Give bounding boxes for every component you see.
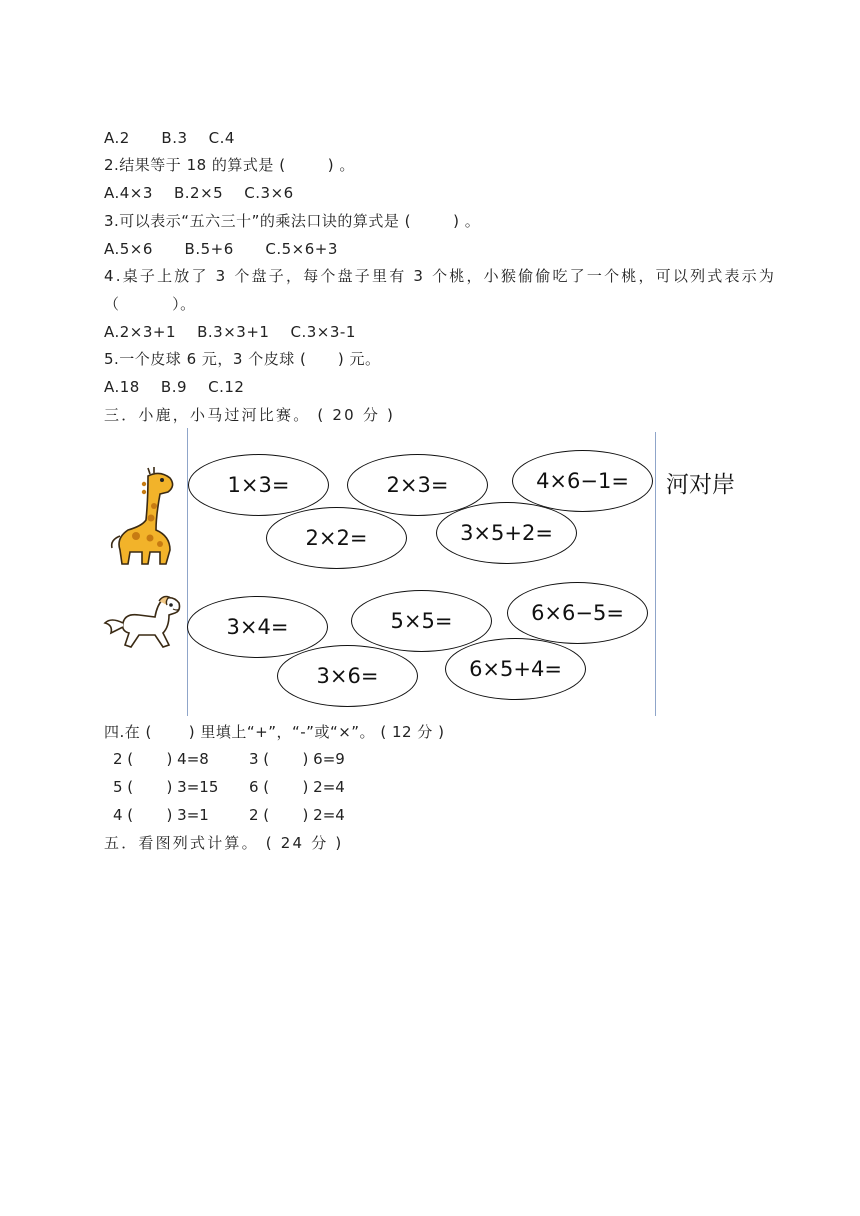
q2-question: 2.结果等于 18 的算式是 ( ) 。 [104, 156, 355, 174]
q3-options: A.5×6 B.5+6 C.5×6+3 [104, 240, 338, 258]
section5-title: 五．看图列式计算。 ( 24 分 ) [104, 834, 344, 852]
fill-item-3a: 4 ( ) 3=1 [113, 806, 209, 824]
deer-equation-5: 3×5+2= [436, 502, 577, 564]
deer-equation-4: 2×2= [266, 507, 407, 569]
section4-title: 四.在 ( ) 里填上“+”，“-”或“×”。 ( 12 分 ) [104, 723, 445, 741]
fill-item-1b: 3 ( ) 6=9 [249, 750, 345, 768]
deer-equation-2: 2×3= [347, 454, 488, 516]
fill-item-3b: 2 ( ) 2=4 [249, 806, 345, 824]
horse-equation-3: 6×6−5= [507, 582, 648, 644]
q4-options: A.2×3+1 B.3×3+1 C.3×3-1 [104, 323, 356, 341]
horse-equation-5: 6×5+4= [445, 638, 586, 700]
q3-question: 3.可以表示“五六三十”的乘法口诀的算式是 ( ) 。 [104, 212, 481, 230]
q2-options: A.4×3 B.2×5 C.3×6 [104, 184, 294, 202]
q5-options: A.18 B.9 C.12 [104, 378, 245, 396]
deer-equation-3: 4×6−1= [512, 450, 653, 512]
horse-equation-2: 5×5= [351, 590, 492, 652]
horse-equation-1: 3×4= [187, 596, 328, 658]
q5-question: 5.一个皮球 6 元，3 个皮球 ( ) 元。 [104, 350, 381, 368]
fill-item-2a: 5 ( ) 3=15 [113, 778, 219, 796]
fill-item-2b: 6 ( ) 2=4 [249, 778, 345, 796]
q1-options: A.2 B.3 C.4 [104, 129, 235, 147]
far-bank-line [655, 432, 656, 716]
giraffe-icon [104, 466, 178, 568]
start-bank-line [187, 428, 188, 716]
horse-icon [103, 593, 183, 657]
q4-question: 4.桌子上放了 3 个盘子，每个盘子里有 3 个桃，小猴偷偷吃了一个桃，可以列式表示为 [104, 267, 777, 285]
horse-equation-4: 3×6= [277, 645, 418, 707]
far-shore-label: 河对岸 [666, 472, 735, 498]
q4-question-blank: （ ）。 [104, 295, 196, 313]
deer-equation-1: 1×3= [188, 454, 329, 516]
fill-item-1a: 2 ( ) 4=8 [113, 750, 209, 768]
section3-title: 三．小鹿，小马过河比赛。 ( 20 分 ) [104, 406, 396, 424]
